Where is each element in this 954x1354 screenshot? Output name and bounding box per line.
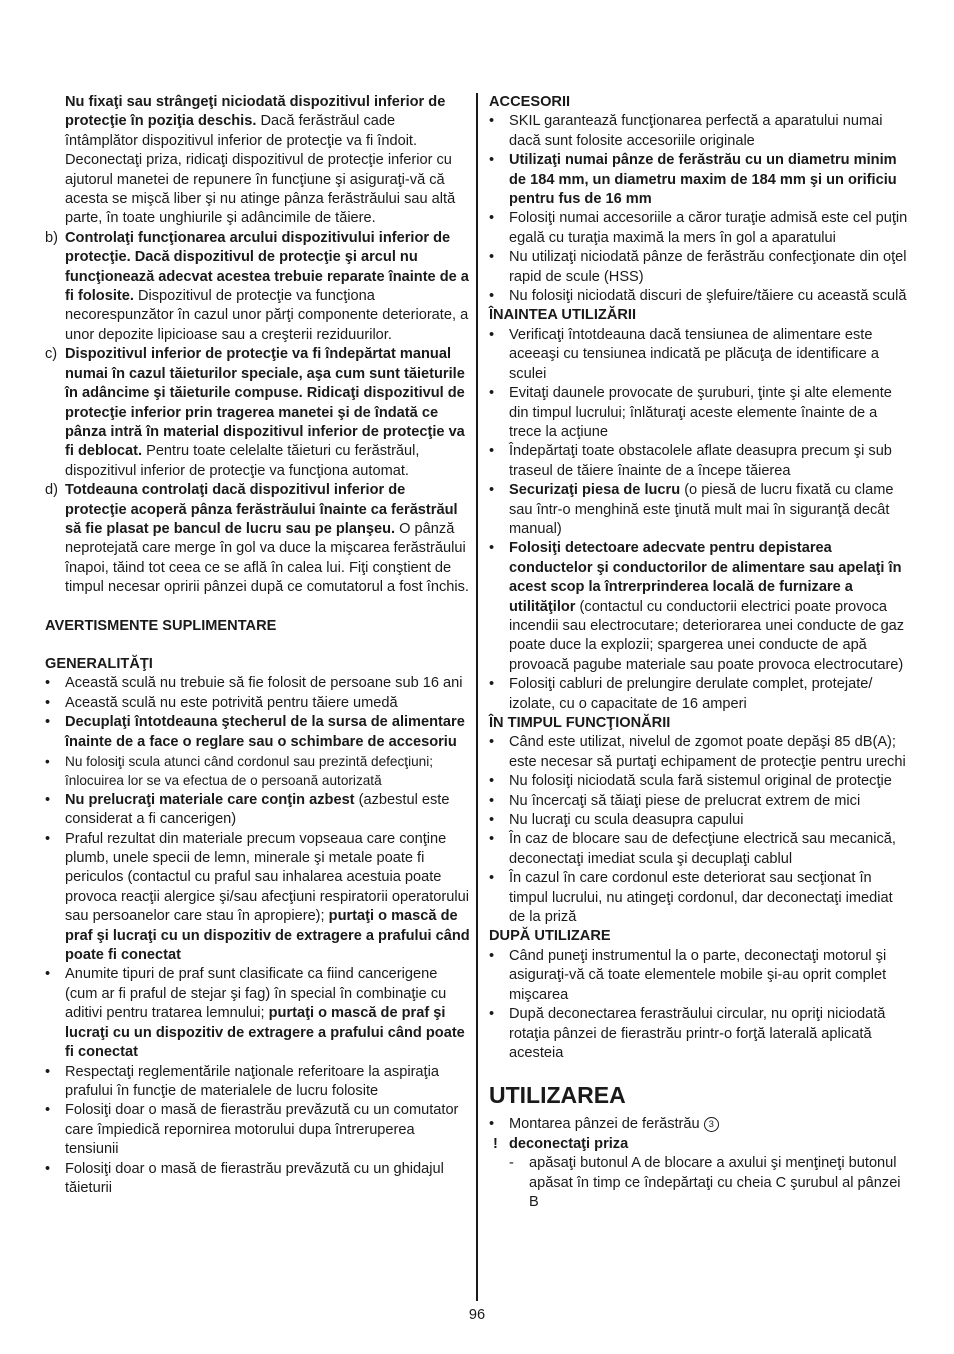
bullet-icon: • — [489, 947, 495, 964]
list-item: • Anumite tipuri de praf sunt clasificate ca fiind cancerigene (cum ar fi praful de stejar şi fag) în special în combinaţie cu aditivi pentru tratarea lemnului; purtaţi o mască de praf şi lucraţi cu un dispozitiv de extragere a prafului când poate fi conectat — [45, 966, 465, 1061]
item-b: b) Controlaţi funcţionarea arcului dispozitivului inferior de protecţie. Dacă dispozitivul de protecţie şi arcul nu funcţionează adecvat acestea trebuie reparate înainte de a fi folosite. Dispozitivul de protecţie va funcţiona necorespunzător în cazul unor părţi componente deteriorate, a unor depozite lipicioase sau a creşterii reziduurilor. — [45, 229, 469, 343]
heading-additional-warnings: AVERTISMENTE SUPLIMENTARE — [45, 617, 277, 634]
item-d: d) Totdeauna controlaţi dacă dispozitivul inferior de protecţie acoperă pânza ferăstrăului înainte ca ferăstrăul să fie plasat pe bancul de lucru sau pe planşeu. O pânză neprotejată care merge în gol va duce la mişcarea ferăstrăului înapoi, tăind tot ceea ce se află în calea lui. Fiţi conştient de timpul necesar opririi pânzei după ce comutatorul a fost închis. — [45, 482, 469, 596]
list-item: • Nu utilizaţi niciodată pânze de ferăstrău confecţionate din oţel rapid de scule (HSS) — [489, 249, 907, 285]
bullet-icon: • — [489, 482, 495, 499]
list-item: • Nu încercaţi să tăiaţi piese de prelucrat extrem de mici — [489, 792, 912, 811]
list-item: • Folosiţi detectoare adecvate pentru depistarea conductelor şi conductorilor de alimentare sau apelaţi în acest scop la întrerprinderea locală de furnizare a utilităţilor (contactul cu conductorii electrici poate provoca incendii sau electrocutare; deteriorarea unei conducte de gaz poate duce la explozii; spargerea unei conducte de apă provoacă pagube materiale sau poate provoca electrocutare) — [489, 540, 905, 673]
bullet-icon: • — [489, 870, 495, 887]
heading-during-operation: ÎN TIMPUL FUNCŢIONĂRII — [489, 715, 671, 731]
step-item: - apăsaţi butonul A de blocare a axului şi menţineţi butonul apăsat în timp ce îndepărtaţi cu cheia C şurubul al pânzei B — [509, 1155, 901, 1210]
left-column — [45, 93, 470, 1198]
list-item: • Nu prelucraţi materiale care conţin azbest (azbestul este considerat a fi cancerigen) — [45, 791, 450, 828]
exclamation-icon: ! — [493, 1135, 498, 1152]
bullet-icon: • — [45, 694, 51, 711]
list-item: • Verificaţi întotdeauna dacă tensiunea de alimentare este aceeaşi cu tensiunea indicată pe plăcuţa de identificare a sculei — [489, 326, 879, 382]
section-title-usage: UTILIZAREA — [489, 1082, 626, 1109]
list-item: • Când puneţi instrumentul la o parte, deconectaţi motorul şi asiguraţi-vă că toate elementele mobile şi-au oprit complet mişcarea — [489, 947, 887, 1003]
bullet-icon: • — [489, 1006, 495, 1023]
list-item: • Nu folosiţi niciodată scula fară sistemul original de protecţie — [489, 772, 912, 791]
bullet-icon: • — [489, 113, 495, 130]
list-item: • Folosiţi doar o masă de fierastrău prevăzută cu un ghidajul tăieturii — [45, 1160, 444, 1196]
bullet-icon: • — [489, 326, 495, 343]
list-item: • Folosiţi doar o masă de fierastrău prevăzută cu un comutator care împiedică repornirea motorului dupa întreruperea tensiunii — [45, 1102, 459, 1158]
list-item: • În cazul în care cordonul este deteriorat sau secţionat în timpul lucrului, nu atingeţi cordonul, dar deconectaţi imediat de la priză — [489, 870, 893, 926]
list-item: • Decuplaţi întotdeauna ştecherul de la sursa de alimentare înainte de a face o reglare sau o schimbare de accesoriu — [45, 714, 465, 750]
bullet-icon: • — [45, 675, 51, 692]
list-item: • Nu lucraţi cu scula deasupra capului — [489, 811, 912, 830]
bullet-icon: • — [489, 812, 495, 829]
list-item: • Utilizaţi numai pânze de ferăstrău cu un diametru minim de 184 mm, un diametru maxim de 184 mm şi un orificiu pentru fus de 16 mm — [489, 152, 897, 208]
bullet-icon: • — [489, 210, 495, 227]
list-item: • Această sculă nu este potrivită pentru tăiere umedă — [45, 694, 470, 713]
paragraph-guard-open: Nu fixaţi sau strângeţi niciodată dispozitivul inferior de protecţie în poziţia deschis. Dacă ferăstrăul cade întâmplător dispozitivul inferior de protecţie va fi îndoit. Deconectaţi priza, ridicaţi dispozitivul de protecţie inferior cu ajutorul manetei de repunere în funcţiune şi asiguraţi-vă că acesta se mişcă liber şi nu atinge pânza ferăstrăului sau altă parte, în toate unghiurile şi adâncimile de tăiere. — [65, 94, 456, 227]
list-item: • Nu folosiţi niciodată discuri de şlefuire/tăiere cu această sculă — [489, 287, 912, 306]
bullet-icon: • — [489, 773, 495, 790]
list-item: • Îndepărtaţi toate obstacolele aflate deasupra precum şi sub traseul de tăiere înainte de a începe tăierea — [489, 443, 892, 479]
list-item: • Montarea pânzei de ferăstrău 3 — [489, 1115, 912, 1134]
bullet-icon: • — [45, 1160, 51, 1177]
right-column — [489, 93, 912, 1212]
warning-item: ! deconectaţi priza — [489, 1135, 912, 1154]
heading-before-use: ÎNAINTEA UTILIZĂRII — [489, 307, 637, 324]
bullet-icon: • — [45, 830, 51, 847]
bullet-icon: • — [489, 734, 495, 751]
bullet-icon: • — [45, 1102, 51, 1119]
item-marker: b) — [45, 229, 58, 246]
list-item: • SKIL garantează funcţionarea perfectă a aparatului numai dacă sunt folosite accesoriile originale — [489, 113, 883, 149]
figure-reference-icon: 3 — [704, 1117, 719, 1132]
bullet-icon: • — [45, 714, 51, 731]
bullet-icon: • — [489, 443, 495, 460]
bullet-icon: • — [489, 1116, 495, 1133]
bullet-icon: • — [489, 288, 495, 305]
bullet-icon: • — [489, 540, 495, 557]
dash-marker: - — [509, 1155, 514, 1172]
bullet-icon: • — [45, 754, 50, 769]
page-number: 96 — [468, 1307, 486, 1323]
list-item: • Praful rezultat din materiale precum vopseaua care conţine plumb, unele specii de lemn, minerale şi metale poate fi periculos (contactul cu praful sau inhalarea acestuia poate provoca reacţii alergice şi/sau afecţiuni respiratorii operatorului sau persoanelor care stau în apropiere); purtaţi o mască de praf şi lucraţi cu un dispozitiv de extragere a prafului când poate fi conectat — [45, 830, 470, 964]
list-item: • Această sculă nu trebuie să fie folosit de persoane sub 16 ani — [45, 674, 470, 693]
bullet-icon: • — [489, 792, 495, 809]
bullet-icon: • — [489, 676, 495, 693]
list-item: • Securizaţi piesa de lucru (o piesă de lucru fixată cu clame sau într-o menghină este ţinută mult mai în siguranţă decât manual) — [489, 482, 894, 537]
bullet-icon: • — [489, 831, 495, 848]
bullet-icon: • — [45, 791, 51, 808]
list-item: • Folosiţi numai accesoriile a căror turaţie admisă este cel puţin egală cu turaţia maximă la mers în gol a aparatului — [489, 210, 908, 246]
item-marker: c) — [45, 346, 58, 363]
list-item: • Nu folosiţi scula atunci când cordonul sau prezintă defecţiuni; înlocuirea lor se va efectua de o persoană autorizată — [45, 754, 434, 789]
heading-accessories: ACCESORII — [489, 94, 571, 110]
list-item: • Evitaţi daunele provocate de şuruburi, ţinte şi alte elemente din timpul lucrului; înlăturaţi aceste elemente înainte de a trece la acţiune — [489, 385, 892, 440]
bullet-icon: • — [489, 385, 495, 402]
bullet-icon: • — [45, 1063, 51, 1080]
list-item: • Folosiţi cabluri de prelungire derulate complet, protejate/ izolate, cu o capacitate de 16 amperi — [489, 676, 873, 712]
list-item: • În caz de blocare sau de defecţiune electrică sau mecanică, deconectaţi imediat scula şi decuplaţi cablul — [489, 831, 896, 867]
bullet-icon: • — [45, 966, 51, 983]
bullet-icon: • — [489, 249, 495, 266]
column-divider — [476, 93, 478, 1301]
list-item: • După deconectarea ferastrăului circular, nu opriţi niciodată rotaţia pânzei de fierastrău printr-o forţă laterală aplicată acesteia — [489, 1006, 886, 1061]
list-item: • Când este utilizat, nivelul de zgomot poate depăşi 85 dB(A); este necesar să purtaţi echipament de protecţie pentru urechi — [489, 734, 906, 770]
item-marker: d) — [45, 482, 58, 499]
heading-after-use: DUPĂ UTILIZARE — [489, 928, 611, 945]
heading-general: GENERALITĂŢI — [45, 655, 153, 672]
bullet-icon: • — [489, 152, 495, 169]
item-c: c) Dispozitivul inferior de protecţie va fi îndepărtat manual numai în cazul tăieturilor speciale, aşa cum sunt tăieturile în adâncime şi tăieturile compuse. Ridicaţi dispozitivul de protecţie inferior prin tragerea manetei şi de îndată ce pânza intră în material dispozitivul inferior de protecţie va fi deblocat. Pentru toate celelalte tăieturi cu ferăstrăul, dispozitivul inferior de protecţie va funcţiona automat. — [45, 346, 465, 479]
list-item: • Respectaţi reglementările naţionale referitoare la aspiraţia prafului în funcţie de materialele de lucru folosite — [45, 1063, 439, 1099]
